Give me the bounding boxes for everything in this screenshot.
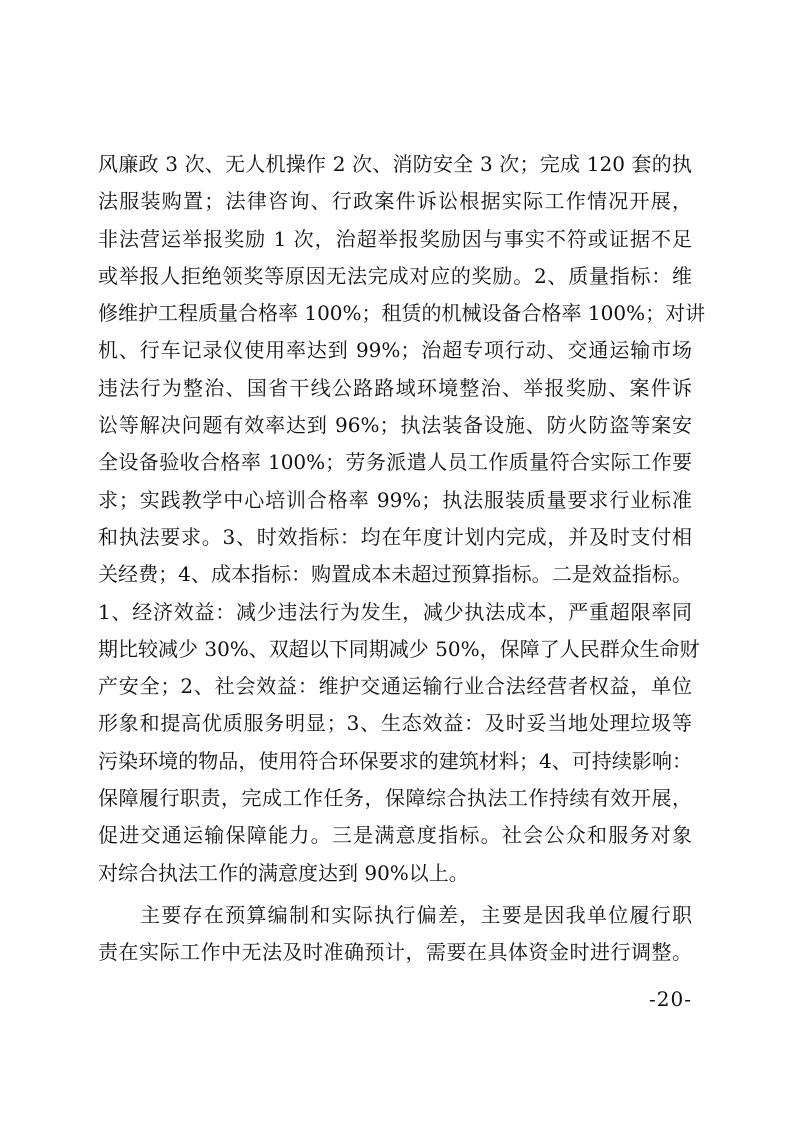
text-line: 和执法要求。3、时效指标：均在年度计划内完成，并及时支付相 [98, 524, 692, 549]
text-line: 产安全；2、社会效益：维护交通运输行业合法经营者权益，单位 [98, 674, 692, 699]
text-line: 污染环境的物品，使用符合环保要求的建筑材料；4、可持续影响： [98, 748, 692, 773]
text-line: 保障履行职责，完成工作任务，保障综合执法工作持续有效开展， [98, 786, 692, 811]
text-line: 风廉政 3 次、无人机操作 2 次、消防安全 3 次；完成 120 套的执 [98, 152, 692, 176]
text-line: 违法行为整治、国省干线公路路域环境整治、举报奖励、案件诉 [98, 375, 692, 400]
text-line: 法服装购置；法律咨询、行政案件诉讼根据实际工作情况开展， [98, 189, 692, 214]
text-line: 形象和提高优质服务明显；3、生态效益：及时妥当地处理垃圾等 [98, 711, 692, 736]
text-line: 期比较减少 30%、双超以下同期减少 50%，保障了人民群众生命财 [98, 636, 700, 661]
text-line: 全设备验收合格率 100%；劳务派遣人员工作质量符合实际工作要 [98, 450, 692, 475]
text-line: 主要存在预算编制和实际执行偏差，主要是因我单位履行职 [140, 902, 692, 927]
text-line: 责在实际工作中无法及时准确预计，需要在具体资金时进行调整。 [98, 940, 692, 965]
body-text [98, 146, 706, 972]
page-number: -20- [649, 987, 692, 1011]
text-line: 讼等解决问题有效率达到 96%；执法装备设施、防火防盗等案安 [98, 413, 692, 438]
text-line: 对综合执法工作的满意度达到 90%以上。 [98, 860, 469, 885]
text-line: 求；实践教学中心培训合格率 99%；执法服装质量要求行业标准 [98, 487, 692, 512]
text-line: 关经费；4、成本指标：购置成本未超过预算指标。二是效益指标。 [98, 562, 692, 587]
text-line: 1、经济效益：减少违法行为发生，减少执法成本，严重超限率同 [98, 599, 692, 624]
text-line: 促进交通运输保障能力。三是满意度指标。社会公众和服务对象 [98, 823, 692, 848]
text-line: 非法营运举报奖励 1 次，治超举报奖励因与事实不符或证据不足 [98, 226, 692, 251]
paragraph-budget-deviation [98, 897, 692, 972]
text-line: 机、行车记录仪使用率达到 99%；治超专项行动、交通运输市场 [98, 338, 692, 363]
text-line: 修维护工程质量合格率 100%；租赁的机械设备合格率 100%；对讲 [98, 301, 706, 326]
text-line: 或举报人拒绝领奖等原因无法完成对应的奖励。2、质量指标：维 [98, 263, 692, 288]
paragraph-performance-indicators [98, 146, 706, 892]
